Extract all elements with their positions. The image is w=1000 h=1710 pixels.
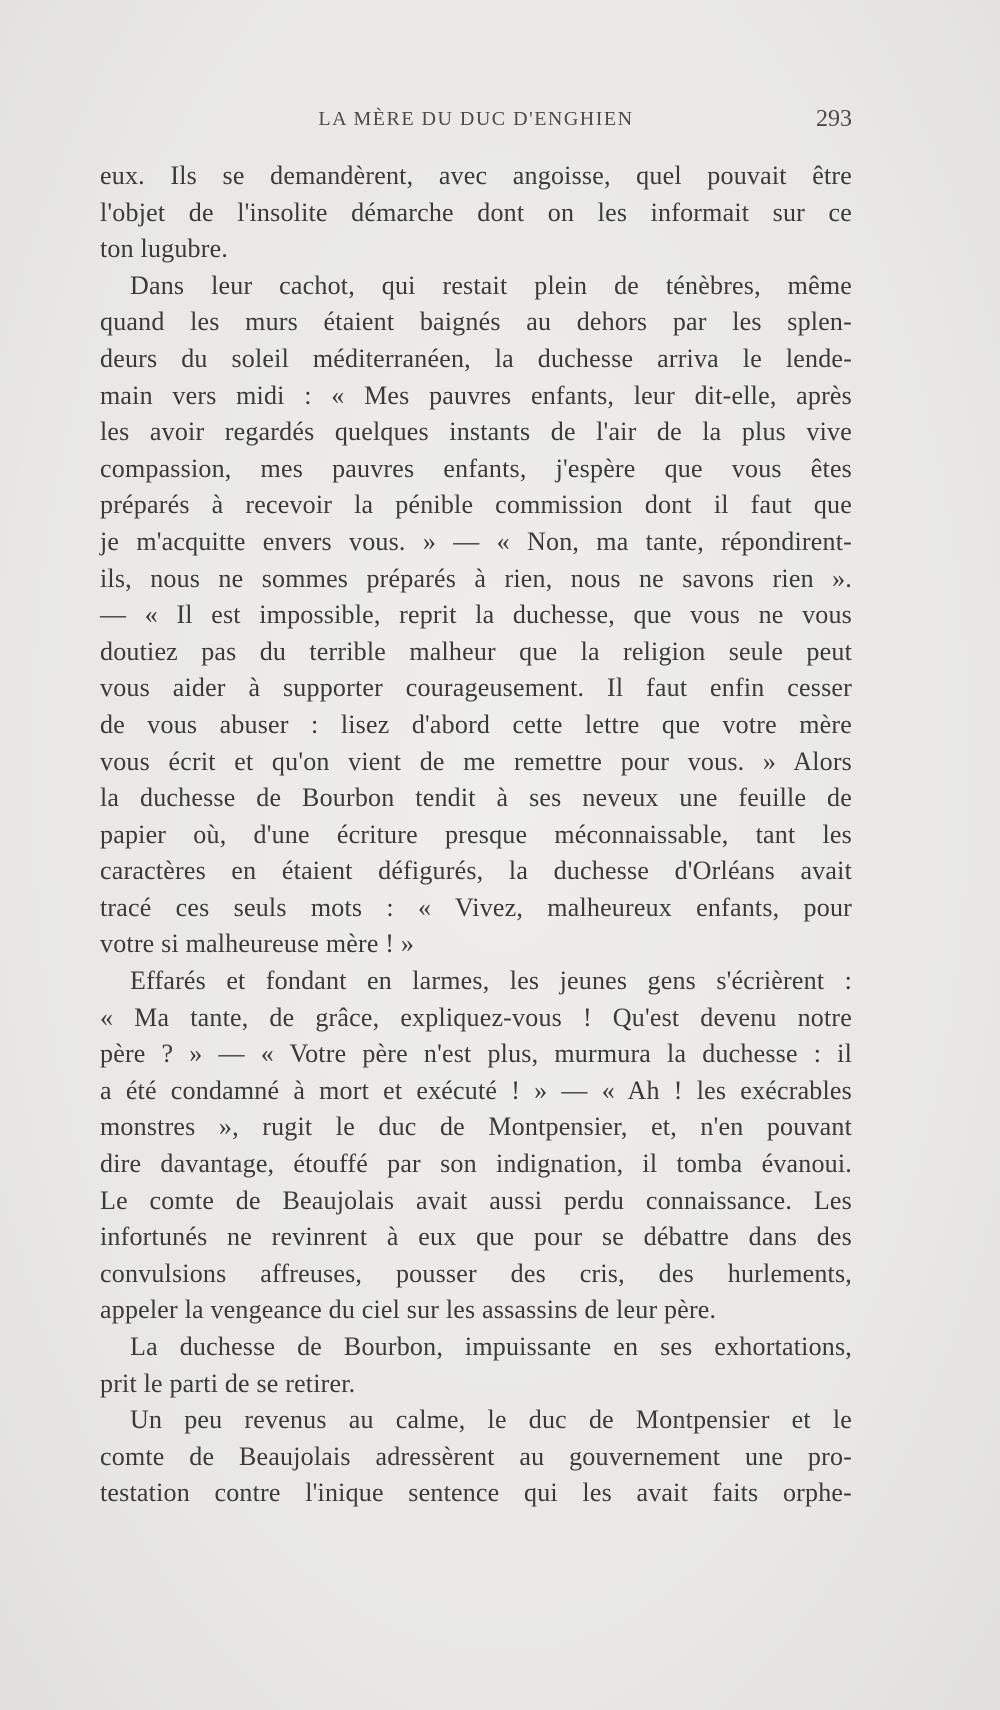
text-line: papier où, d'une écriture presque méconnaissable, tant les — [100, 819, 852, 849]
text-line: « Ma tante, de grâce, expliquez-vous ! Qu'est devenu notre — [100, 1002, 852, 1032]
text-line: deurs du soleil méditerranéen, la duchesse arriva le lende- — [100, 343, 852, 373]
text-line: a été condamné à mort et exécuté ! » — « Ah ! les exécrables — [100, 1075, 852, 1105]
text-line: je m'acquitte envers vous. » — « Non, ma tante, répondirent- — [100, 526, 852, 556]
running-title: LA MÈRE DU DUC D'ENGHIEN — [318, 108, 634, 130]
text-line: Un peu revenus au calme, le duc de Montpensier et le — [130, 1405, 852, 1435]
text-line: dire davantage, étouffé par son indignation, il tomba évanoui. — [100, 1149, 852, 1179]
text-line: votre si malheureuse mère ! » — [100, 929, 415, 959]
text-line: doutiez pas du terrible malheur que la religion seule peut — [100, 636, 852, 666]
text-line: Le comte de Beaujolais avait aussi perdu connaissance. Les — [100, 1185, 852, 1215]
text-line: La duchesse de Bourbon, impuissante en ses exhortations, — [130, 1332, 852, 1361]
text-line: les avoir regardés quelques instants de l'air de la plus vive — [100, 417, 852, 447]
text-line: ils, nous ne sommes préparés à rien, nous ne savons rien ». — [100, 563, 852, 593]
text-line: eux. Ils se demandèrent, avec angoisse, quel pouvait être — [100, 161, 852, 190]
text-line: père ? » — « Votre père n'est plus, murmura la duchesse : il — [100, 1039, 852, 1069]
text-line: l'objet de l'insolite démarche dont on les informait sur ce — [100, 197, 852, 227]
text-line: de vous abuser : lisez d'abord cette lettre que votre mère — [100, 709, 852, 739]
text-line: ton lugubre. — [100, 234, 229, 264]
text-line: vous écrit et qu'on vient de me remettre pour vous. » Alors — [100, 746, 852, 776]
text-line: la duchesse de Bourbon tendit à ses neveux une feuille de — [100, 783, 852, 813]
text-line: quand les murs étaient baignés au dehors par les splen- — [100, 307, 852, 337]
text-line: prit le parti de se retirer. — [100, 1368, 356, 1398]
text-line: comte de Beaujolais adressèrent au gouvernement une pro- — [100, 1441, 852, 1471]
text-line: — « Il est impossible, reprit la duchesse, que vous ne vous — [100, 600, 852, 630]
text-line: main vers midi : « Mes pauvres enfants, leur dit-elle, après — [100, 380, 852, 410]
page-number: 293 — [816, 106, 852, 132]
text-line: appeler la vengeance du ciel sur les assassins de leur père. — [100, 1295, 717, 1325]
text-line: caractères en étaient défigurés, la duchesse d'Orléans avait — [100, 856, 852, 886]
text-line: testation contre l'inique sentence qui les avait faits orphe- — [100, 1478, 852, 1508]
body-text — [100, 158, 852, 1512]
text-line: Dans leur cachot, qui restait plein de ténèbres, même — [130, 270, 852, 300]
text-line: monstres », rugit le duc de Montpensier, et, n'en pouvant — [100, 1112, 852, 1142]
text-line: infortunés ne revinrent à eux que pour se débattre dans des — [100, 1222, 852, 1252]
text-line: préparés à recevoir la pénible commission dont il faut que — [100, 490, 852, 520]
text-line: Effarés et fondant en larmes, les jeunes gens s'écrièrent : — [130, 966, 852, 996]
text-line: vous aider à supporter courageusement. Il faut enfin cesser — [100, 673, 852, 703]
text-line: convulsions affreuses, pousser des cris, des hurlements, — [100, 1258, 852, 1288]
page-header — [100, 108, 852, 144]
text-line: tracé ces seuls mots : « Vivez, malheureux enfants, pour — [100, 892, 852, 922]
text-line: compassion, mes pauvres enfants, j'espère que vous êtes — [100, 453, 852, 483]
